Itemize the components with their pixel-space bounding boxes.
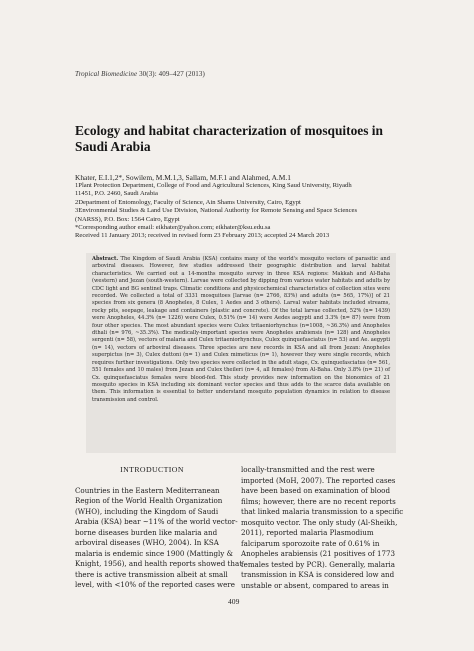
abstract-text: The Kingdom of Saudi Arabia (KSA) contains many of the world's mosquito vectors of parasitic and arboviral diseases. However, few studies addressed their geographic distribution and larval habitat characteristics. We carried out a 14-months mosquito survey in three KSA regions: Makkah and Al-Baha (western) and Jezan (south-western). Larvae were collected by dipping from various water habitats and adults by CDC light and BG sentinel traps. Climatic conditions and physicochemical characteristics of collection sites were recorded. We collected a total of 3331 mosquitoes [larvae (n= 2766, 83%) and adults (n= 565, 17%)] of 21 species from six genera (8 Anopheles, 8 Culex, 1 Aedes and 3 others). Larval water habitats included streams, rocky pits, seepage, leakage and containers (plastic and concrete). Of the total larvae collected, 52% (n= 1439) were Anopheles, 44.3% (n= 1226) were Culex, 0.51% (n= 14) were Aedes aegypti and 3.3% (n= 87) were from four other species. The most abundant species were Culex tritaeniorhynchus (n=1008, ~36.3%) and Anopheles dthali (n= 976, ~35.3%). The medically-important species were Anopheles arabiensis (n= 128) and Anopheles sergenti (n= 58), vectors of malaria and Culex tritaeniorhynchus, Culex quinquefasciatus (n= 53) and Ae. aegypti (n= 14), vectors of arboviral diseases. Three species are new records in KSA and all from Jezan: Anopheles superpictus (n= 3), Culex duttoni (n= 1) and Culex mimeticus (n= 1), however they were single records, which requires further investigations. Only two species were collected in the adult stage, Cx. quinquefasciatus (n= 561, 551 females and 10 males) from Jezan and Culex theileri (n= 4, all females) from Al-Baha. Only 3.8% (n= 21) of Cx. quinquefasciatus females were blood-fed. This study provides new information on the bionomics of 21 mosquito species in KSA including six dominant vector species and thus adds to the scarce data available on them. This information is essential to better understand mosquito population dynamics in relation to disease transmission and control. xyxy=(92,256,390,403)
left-column xyxy=(75,465,243,591)
body-line: Anopheles arabiensis (21 positives of 1773 xyxy=(241,549,396,558)
received-dates: Received 11 January 2013; received in revised form 23 February 2013; accepted 24 March 2013 xyxy=(75,232,330,240)
page-number: 409 xyxy=(228,597,240,606)
body-line: Arabia (KSA) bear ~11% of the world vector- xyxy=(75,517,238,526)
body-line: that linked malaria transmission to a specific xyxy=(241,507,404,516)
body-line: unstable or absent, compared to areas in xyxy=(241,580,389,590)
body-line: Countries in the Eastern Mediterranean xyxy=(75,485,220,495)
right-column xyxy=(241,465,404,591)
journal-name: Tropical Biomedicine xyxy=(75,70,138,78)
body-line: mosquito vector. The only study (Al-Sheikh, xyxy=(241,517,398,527)
abstract-paragraph xyxy=(92,256,390,404)
body-line: malaria is endemic since 1900 (Mattingly & xyxy=(75,548,233,558)
affiliation-line: 3Environmental Studies & Land Use Division, National Authority for Remote Sensing and Space Sciences xyxy=(75,207,358,215)
body-line: locally-transmitted and the rest were xyxy=(241,465,375,474)
body-line: have been based on examination of blood xyxy=(241,486,390,495)
body-line: imported (MoH, 2007). The reported cases xyxy=(241,475,396,485)
affiliation-line: 11451, P.O. 2460, Saudi Arabia xyxy=(75,190,158,198)
body-line: Region of the World Health Organization xyxy=(75,496,223,505)
body-line: females tested by PCR). Generally, malaria xyxy=(241,559,396,569)
abstract-box xyxy=(86,253,396,453)
body-line: films; however, there are no recent reports xyxy=(241,496,396,506)
body-line: transmission in KSA is considered low and xyxy=(241,570,395,579)
body-line: borne diseases burden like malaria and xyxy=(75,527,218,537)
affiliation-line: 2Department of Entomology, Faculty of Science, Ain Shams University, Cairo, Egypt xyxy=(75,198,301,206)
body-line: falciparum sporozoite rate of 0.61% in xyxy=(241,538,380,548)
affiliation-line: (NARSS), P.O. Box: 1564 Cairo, Egypt xyxy=(75,215,180,223)
body-line: 2011), reported malaria Plasmodium xyxy=(241,528,374,537)
journal-header xyxy=(75,70,205,78)
affiliations xyxy=(75,182,415,241)
abstract-label: Abstract. xyxy=(92,256,119,262)
author-list: Khater, E.I.1,2*, Sowilem, M.M.1,3, Sallam, M.F.1 and Alahmed, A.M.1 xyxy=(75,173,291,182)
body-line: level, with <10% of the reported cases were xyxy=(75,580,235,589)
body-line: (WHO), including the Kingdom of Saudi xyxy=(75,506,219,516)
body-line: Knight, 1956), and health reports showed that xyxy=(75,559,243,568)
body-line: there is active transmission albeit at small xyxy=(75,569,228,579)
body-line: arboviral diseases (WHO, 2004). In KSA xyxy=(75,538,219,547)
introduction-heading: INTRODUCTION xyxy=(120,465,184,474)
volume-pages: 30(3): 409–427 (2013) xyxy=(137,70,205,78)
affiliation-line: 1Plant Protection Department, College of Food and Agricultural Sciences, King Saud University, Riyadh xyxy=(75,182,352,189)
corresponding-author: *Corresponding author email: eikhater@yahoo.com; eikhater@ksu.edu.sa xyxy=(75,224,271,232)
article-title: Ecology and habitat characterization of mosquitoes in Saudi Arabia xyxy=(75,123,383,154)
